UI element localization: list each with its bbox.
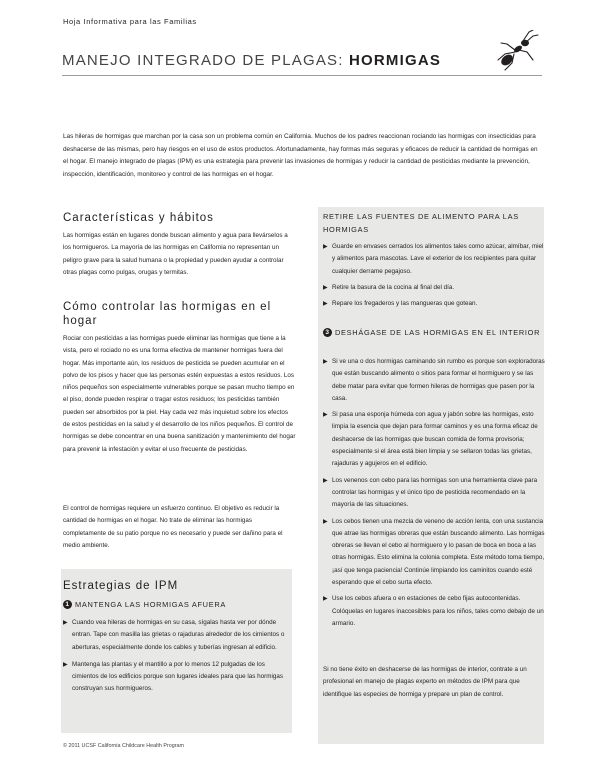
title-rule: [62, 75, 542, 76]
bullet-text: Repare los fregaderos y las mangueras que gotean.: [332, 300, 478, 308]
heading-estrategias: Estrategias de IPM: [63, 580, 179, 592]
bullet-text: Mantenga las plantas y el mantillo a por lo menos 12 pulgadas de los cimientos de los edificios porque son lugares ideales para que las hormigas construyan sus hormigueros.: [72, 660, 284, 693]
bullet-arrow-icon: ▶: [323, 518, 328, 525]
list-item: [63, 617, 288, 654]
bullet-text: Guarde en envases cerrados los alimentos tales como azúcar, almíbar, miel y alimentos para mascotas. Lave el exterior de los recipientes para quitar cualquier derrame pegajoso.: [332, 243, 544, 275]
step1-number: 1: [63, 600, 72, 609]
bullet-arrow-icon: ▶: [63, 620, 68, 626]
intro-paragraph: Las hileras de hormigas que marchan por la casa son un problema común en California. Muchos de los padres reaccionan rociando las hormigas con insecticidas para deshacerse de las mismas, pero hay riesgos en el uso de estos productos. Afortunadamente, hay formas más seguras y eficaces de reducir la cantidad de hormigas en el hogar. El manejo integrado de plagas (IPM) es una estrategia para prevenir las invasiones de hormigas y reducir la cantidad de pesticidas mediante la prevención, inspección, identificación, monitoreo y control de las hormigas en el hogar.: [63, 133, 538, 178]
ant-icon: [493, 30, 541, 76]
bullet-text: Use los cebos afuera o en estaciones de cebo fijas autocontenidas. Colóquelas en lugares inaccesibles para los niños, tales como debajo de un armario.: [332, 595, 544, 627]
step2-title: RETIRE LAS FUENTES DE ALIMENTO PARA LAS HORMIGAS: [323, 212, 519, 234]
closing-paragraph: Si no tiene éxito en deshacerse de las hormigas de interior, contrate a un profesional en manejo de plagas experto en métodos de IPM para que identifique las especies de hormiga y prepare un plan de control.: [323, 666, 527, 698]
footer: © 2011 UCSF California Childcare Health Program: [63, 743, 185, 749]
step1-list: [63, 617, 288, 696]
step1-heading: [63, 598, 296, 611]
bullet-arrow-icon: ▶: [323, 301, 328, 308]
bullet-arrow-icon: ▶: [323, 596, 328, 603]
bullet-arrow-icon: ▶: [323, 359, 328, 365]
bullet-arrow-icon: ▶: [323, 284, 328, 291]
list-item: [63, 659, 288, 696]
step3-number: 3: [323, 328, 332, 337]
title-prefix: MANEJO INTEGRADO DE PLAGAS:: [62, 52, 349, 69]
list-item: [323, 356, 545, 405]
title-bold: HORMIGAS: [348, 52, 442, 69]
list-item: [323, 516, 545, 590]
list-item: [323, 475, 545, 512]
bullet-arrow-icon: ▶: [63, 661, 68, 668]
header-label: Hoja Informativa para las Familias: [63, 17, 197, 26]
paragraph-control-1: Rociar con pesticidas a las hormigas puede eliminar las hormigas que tiene a la vista, pero el rociado no es una forma efectiva de mantener hormigas fuera del hogar. Más importante aún, los residuos de pesticida se pueden acumular en el polvo de los pisos y hacer que las personas estén expuestas a estos residuos. Los niños pequeños son especialmente vulnerables porque se pasan mucho tiempo en el piso, donde pueden respirar o tragar estos residuos; los pesticidas también pueden ser absorbidos por la piel. Hay cada vez más inquietud sobre los efectos de estos pesticidas en la salud y el desarrollo de los niños pequeños. El control de hormigas se debe concentrar en una buena sanitización y mantenimiento del hogar para prevenir la infestación y evitar el uso frecuente de pesticidas.: [63, 335, 296, 453]
list-item: [323, 593, 545, 630]
step3-list: [323, 356, 545, 630]
bullet-arrow-icon: ▶: [323, 244, 328, 250]
bullet-text: Si ve una o dos hormigas caminando sin rumbo es porque son exploradoras que están buscando alimento o sitios para formar el hormiguero y se las debe matar para evitar que formen hileras de hormigas que pasen por la casa.: [332, 358, 545, 402]
step3-heading: [323, 326, 545, 339]
bullet-text: Los cebos tienen una mezcla de veneno de acción lenta, con una sustancia que atrae las hormigas obreras que están buscando alimento. Las hormigas obreras se llevan el cebo al hormiguero y lo pasan de boca en boca a las otras hormigas. Esto elimina la colonia completa. Este método toma tiempo, ¡así que tenga paciencia! Continúe limpiando los caminitos cuando esté esperando que el cebo surta efecto.: [332, 517, 545, 587]
heading-caracteristicas: Características y hábitos: [63, 212, 214, 224]
paragraph-caracteristicas: Las hormigas están en lugares donde buscan alimento y agua para llevárselos a los hormigueros. La mayoría de las hormigas en California no representan un peligro grave para la salud humana o la propiedad y pueden ayudar a controlar otras plagas como pulgas, orugas y termitas.: [63, 232, 288, 276]
bullet-text: Cuando vea hileras de hormigas en su casa, sígalas hasta ver por dónde entran. Tape con masilla las grietas o rajaduras alrededor de los cimientos o aberturas, especialmente donde los cables y tuberías ingresan al edificio.: [72, 619, 285, 651]
list-item: [323, 282, 545, 294]
bullet-text: Los venenos con cebo para las hormigas son una herramienta clave para controlar las hormigas y el único tipo de pesticida recomendado en la mayoría de las situaciones.: [332, 476, 538, 509]
step1-title: MANTENGA LAS HORMIGAS AFUERA: [75, 600, 227, 609]
bullet-text: Si pasa una esponja húmeda con agua y jabón sobre las hormigas, esto limpia la esencia que dejan para formar caminos y es una forma eficaz de deshacerse de las hormigas que buscan comida de forma provisoria; especialmente si el área está bien limpia y se sellaron todas las grietas, rajaduras y agujeros en el edificio.: [332, 411, 538, 468]
page-title: [62, 52, 441, 69]
list-item: [323, 298, 545, 310]
heading-control: Cómo controlar las hormigas en el hogar: [63, 301, 272, 327]
list-item: [323, 241, 545, 278]
paragraph-control-2: El control de hormigas requiere un esfuerzo continuo. El objetivo es reducir la cantidad de hormigas en el hogar. No trate de eliminar las hormigas completamente de su patio porque no es necesario y puede ser dañino para el medio ambiente.: [63, 505, 283, 549]
step2-list: [323, 241, 545, 310]
bullet-text: Retire la basura de la cocina al final del día.: [332, 283, 455, 291]
list-item: [323, 409, 545, 470]
bullet-arrow-icon: ▶: [323, 412, 328, 419]
step3-title: DESHÁGASE DE LAS HORMIGAS EN EL INTERIOR: [335, 328, 541, 337]
bullet-arrow-icon: ▶: [323, 477, 328, 484]
